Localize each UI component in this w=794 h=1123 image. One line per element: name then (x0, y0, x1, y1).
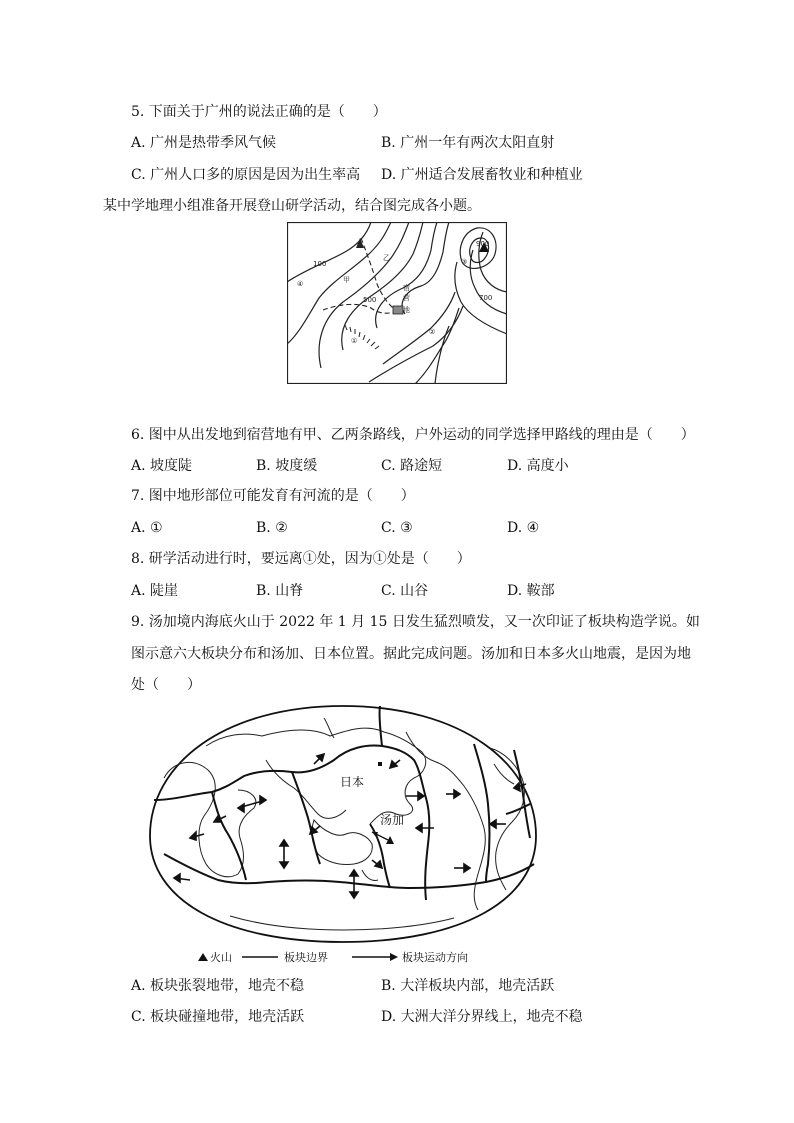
japan-label: 日本 (340, 775, 365, 789)
q6-option-a: A. 坡度陡 (131, 458, 193, 474)
q5-stem: 5. 下面关于广州的说法正确的是（ ） (131, 104, 387, 120)
q7-option-d: D. ④ (507, 520, 540, 536)
q9-option-d: D. 大洲大洋分界线上，地壳不稳 (381, 1009, 583, 1025)
q6-option-c: C. 路途短 (381, 458, 443, 474)
volcano-legend-icon (198, 953, 208, 961)
q7-option-c: C. ③ (381, 520, 413, 536)
q9-stem-line-3: 处（ ） (131, 677, 201, 693)
route-yi-label: 乙 (383, 254, 390, 262)
tonga-label: 汤加 (380, 813, 405, 827)
q7-option-a: A. ① (131, 520, 163, 536)
q5-option-a: A. 广州是热带季风气候 (131, 135, 277, 151)
q7-option-b: B. ② (256, 520, 288, 536)
world-plate-map (134, 704, 552, 944)
intro-text: 某中学地理小组准备开展登山研学活动，结合图完成各小题。 (103, 198, 481, 214)
q6-stem: 6. 图中从出发地到宿营地有甲、乙两条路线，户外运动的同学选择甲路线的理由是（ ） (131, 427, 695, 443)
legend-boundary-label: 板块边界 (284, 951, 328, 964)
contour-map (287, 222, 507, 384)
camp-label-2: 营 (403, 294, 410, 302)
q7-stem: 7. 图中地形部位可能发育有河流的是（ ） (131, 488, 415, 504)
q8-option-d: D. 鞍部 (507, 583, 555, 599)
location-4-label: ④ (297, 280, 304, 288)
location-3-label: ③ (461, 258, 468, 266)
q9-option-b: B. 大洋板块内部，地壳活跃 (381, 978, 555, 994)
location-2-label: ② (429, 328, 436, 336)
q5-option-d: D. 广州适合发展畜牧业和种植业 (381, 167, 583, 183)
q8-option-c: C. 山谷 (381, 583, 429, 599)
contour-label-500: 500 (363, 296, 377, 304)
q9-option-a: A. 板块张裂地带，地壳不稳 (131, 978, 305, 994)
q6-option-b: B. 坡度缓 (256, 458, 318, 474)
contour-label-700: 700 (479, 294, 493, 302)
q5-option-b: B. 广州一年有两次太阳直射 (381, 135, 555, 151)
world-map-legend (196, 949, 496, 965)
q9-option-c: C. 板块碰撞地带，地壳活跃 (131, 1009, 305, 1025)
q8-stem: 8. 研学活动进行时，要远离①处，因为①处是（ ） (131, 551, 471, 567)
legend-volcano-label: 火山 (210, 951, 232, 964)
q8-option-a: A. 陡崖 (131, 583, 179, 599)
camp-label-3: 地 (403, 306, 410, 314)
plate-motion-legend-icon (352, 953, 398, 961)
q9-stem-line-2: 图示意六大板块分布和汤加、日本位置。据此完成问题。汤加和日本多火山地震，是因为地 (131, 646, 691, 662)
contour-label-100: 100 (313, 260, 327, 268)
q9-stem-line-1: 9. 汤加境内海底火山于 2022 年 1 月 15 日发生猛烈喷发，又一次印证了板块构造学说。如 (131, 614, 700, 630)
q6-option-d: D. 高度小 (507, 458, 569, 474)
legend-motion-label: 板块运动方向 (402, 951, 468, 964)
route-jia-label: 甲 (343, 276, 350, 284)
contour-label-900: 900 (476, 240, 490, 248)
camp-label-1: 宿 (403, 284, 410, 292)
q8-option-b: B. 山脊 (256, 583, 304, 599)
location-1-label: ① (351, 337, 358, 345)
q5-option-c: C. 广州人口多的原因是因为出生率高 (131, 167, 361, 183)
